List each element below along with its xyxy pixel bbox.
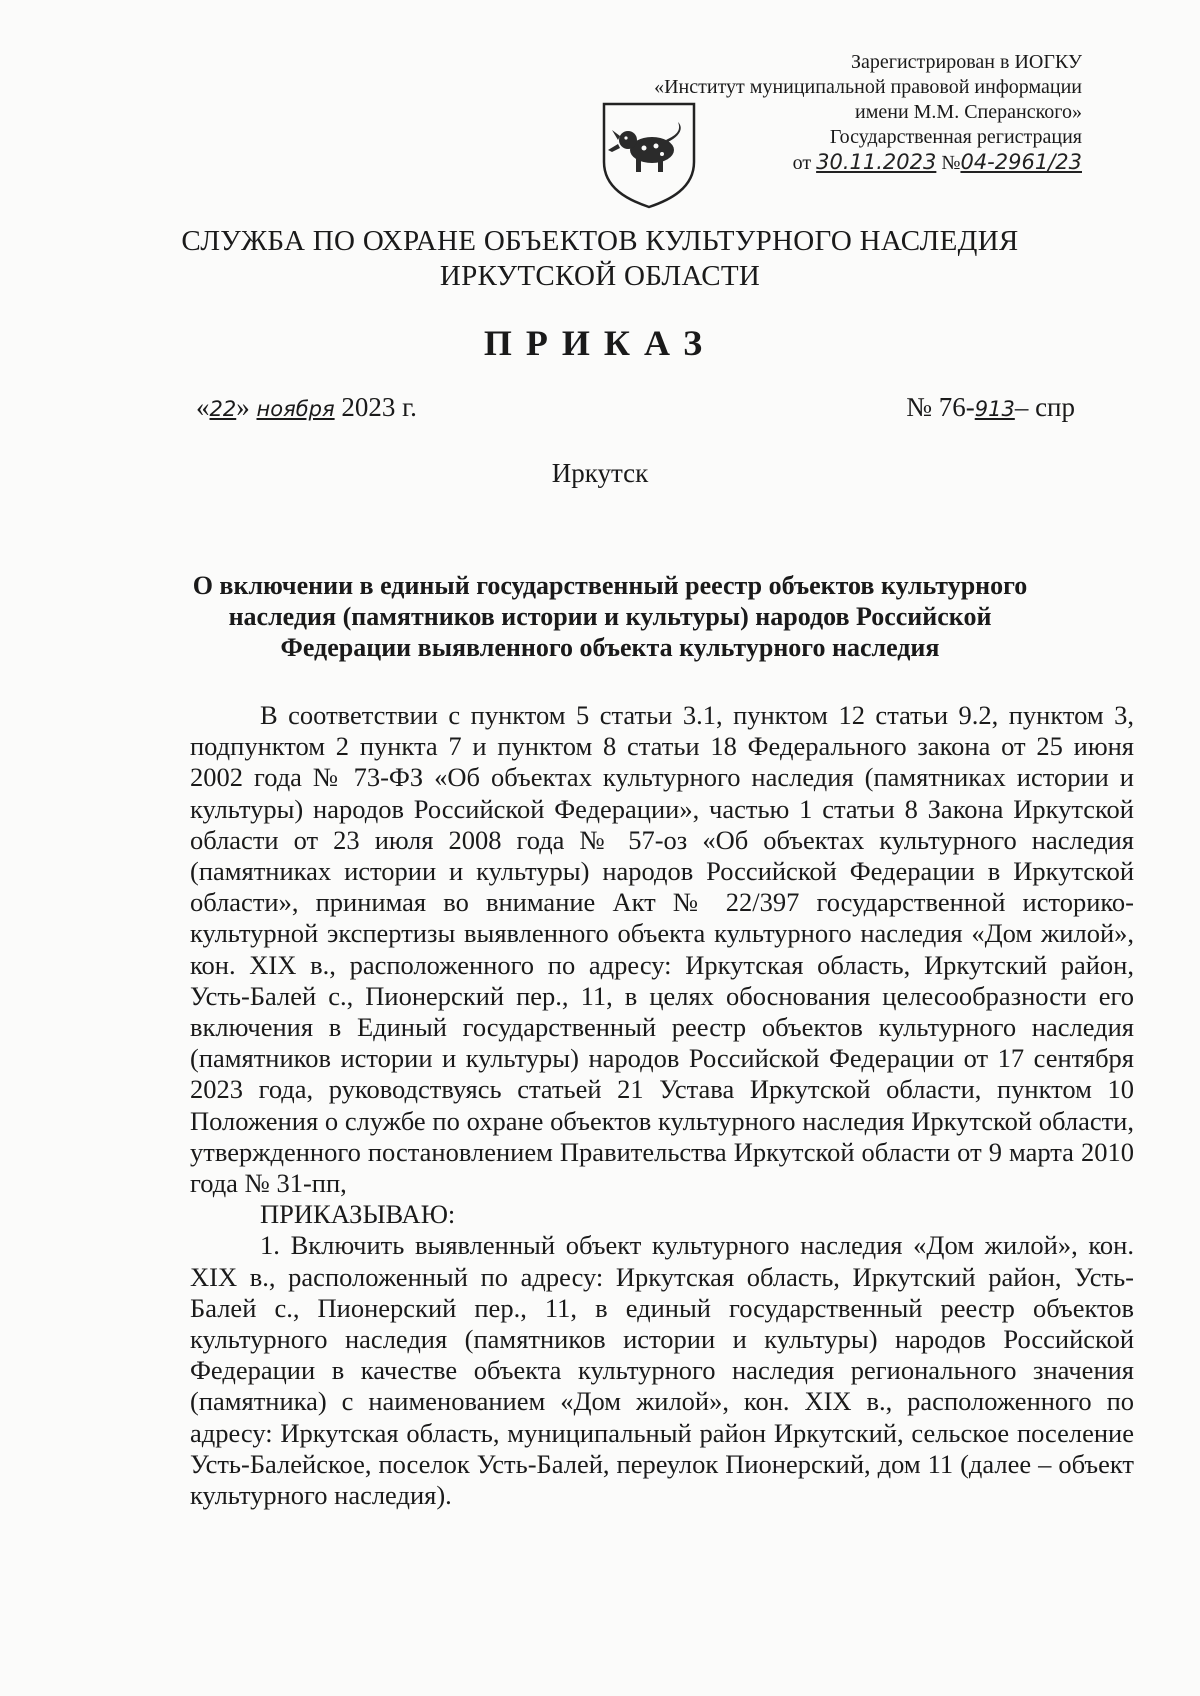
- order-subject: О включении в единый государственный реестр объектов культурного наследия (памятников истории и культуры) народов Российской Федерации выявленного объекта культурного наследия: [192, 571, 1028, 662]
- date-year: 2023 г.: [341, 392, 417, 422]
- date-close-quote: »: [236, 392, 250, 422]
- registration-from-label: от: [792, 152, 812, 174]
- organization-title-line-2: ИРКУТСКОЙ ОБЛАСТИ: [439, 260, 761, 292]
- order-directive-word: ПРИКАЗЫВАЮ:: [260, 1199, 456, 1230]
- date-day-handwritten: 22: [209, 397, 237, 421]
- registration-number-handwritten: 04-2961/23: [960, 150, 1082, 174]
- preamble-paragraph: В соответствии с пунктом 5 статьи 3.1, пунктом 12 статьи 9.2, пунктом 3, подпунктом 2 пункта 7 и пунктом 8 статьи 18 Федерального закона от 25 июня 2002 года № 73-ФЗ «Об объектах культурного наследия (памятниках истории и культуры) народов Российской Федерации», частью 1 статьи 8 Закона Иркутской области от 23 июля 2008 года № 57-оз «Об объектах культурного наследия (памятниках истории и культуры) народов Российской Федерации в Иркутской области», принимая во внимание Акт № 22/397 государственной историко-культурной экспертизы выявленного объекта культурного наследия «Дом жилой», кон. XIX в., расположенного по адресу: Иркутская область, Иркутский район, Усть-Балей с., Пионерский пер., 11, в целях обоснования целесообразности его включения в Единый государственный реестр объектов культурного наследия (памятников истории и культуры) народов Российской Федерации от 17 сентября 2023 года, руководствуясь статьей 21 Устава Иркутской области, пунктом 10 Положения о службе по охране объектов культурного наследия Иркутской области, утвержденного постановлением Правительства Иркутской области от 9 марта 2010 года № 31-пп,: [190, 700, 1134, 1199]
- order-item-1: 1. Включить выявленный объект культурного наследия «Дом жилой», кон. XIX в., расположенный по адресу: Иркутская область, Иркутский район, Усть-Балей с., Пионерский пер., 11, в единый государственный реестр объектов культурного наследия (памятников истории и культуры) народов Российской Федерации в качестве объекта культурного наследия регионального значения (памятника) с наименованием «Дом жилой», кон. XIX в., расположенного по адресу: Иркутская область, муниципальный район Иркутский, сельское поселение Усть-Балейское, поселок Усть-Балей, переулок Пионерский, дом 11 (далее – объект культурного наследия).: [190, 1230, 1134, 1511]
- document-type-heading: ПРИКАЗ: [483, 323, 717, 363]
- registration-line-3: имени М.М. Сперанского»: [855, 101, 1082, 123]
- registration-line-2: «Институт муниципальной правовой информации: [654, 76, 1082, 98]
- organization-title: [0, 224, 1200, 294]
- registration-line-1: Зарегистрирован в ИОГКУ: [851, 51, 1082, 73]
- city-name: Иркутск: [551, 458, 649, 488]
- registration-number-label: №: [941, 152, 961, 174]
- order-body: [190, 700, 1134, 1511]
- order-number-handwritten: 913: [974, 397, 1015, 421]
- date-month-handwritten: ноября: [256, 397, 335, 421]
- order-number-prefix: № 76-: [906, 392, 975, 422]
- date-open-quote: «: [196, 392, 210, 422]
- registration-line-4: Государственная регистрация: [829, 126, 1082, 148]
- irkutsk-coat-of-arms-icon: [598, 100, 700, 210]
- order-number-suffix: – спр: [1014, 392, 1075, 422]
- order-date: [196, 392, 417, 423]
- organization-title-line-1: СЛУЖБА ПО ОХРАНЕ ОБЪЕКТОВ КУЛЬТУРНОГО НАСЛЕДИЯ: [181, 225, 1019, 257]
- order-number: [906, 392, 1075, 423]
- registration-date-handwritten: 30.11.2023: [816, 150, 937, 174]
